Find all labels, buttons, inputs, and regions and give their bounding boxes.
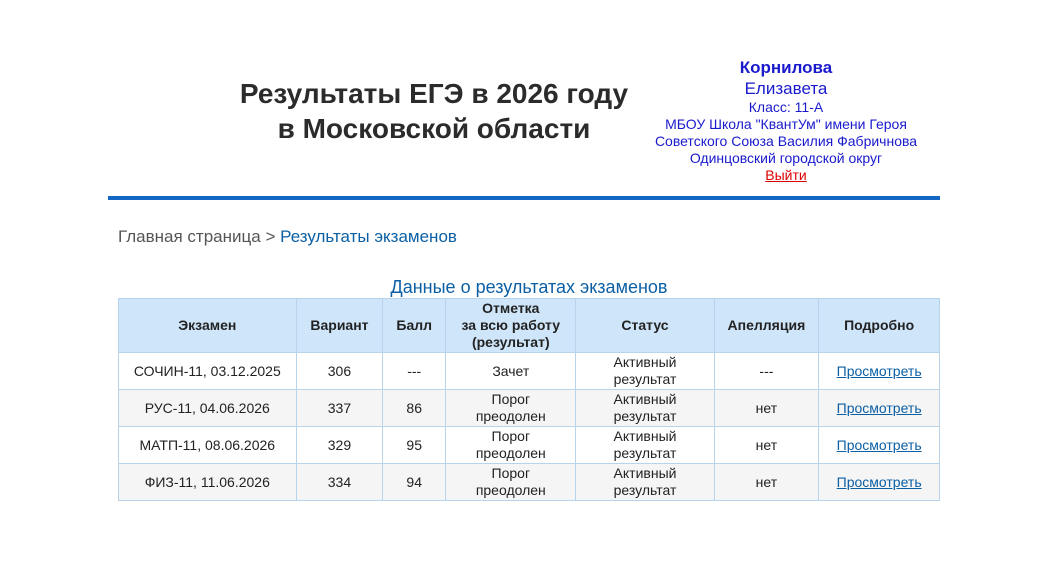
- cell-status: [576, 427, 714, 464]
- cell-mark: [446, 353, 576, 390]
- cell-status-line2: результат: [613, 408, 677, 424]
- cell-detail: [819, 464, 940, 501]
- table-row: [119, 464, 940, 501]
- user-school-line2: Советского Союза Василия Фабричнова: [654, 133, 918, 149]
- breadcrumb-separator: >: [265, 227, 276, 246]
- cell-status: [576, 464, 714, 501]
- header-detail: Подробно: [819, 299, 940, 353]
- cell-variant: 306: [296, 353, 383, 390]
- header-mark-line3: (результат): [471, 334, 550, 350]
- cell-mark-line1: Порог: [491, 465, 531, 481]
- cell-detail: [819, 427, 940, 464]
- breadcrumb-current: Результаты экзаменов: [280, 227, 457, 246]
- cell-appeal: ---: [714, 353, 819, 390]
- cell-status-line2: результат: [613, 445, 677, 461]
- cell-appeal: нет: [714, 390, 819, 427]
- table-row: [119, 353, 940, 390]
- breadcrumb: [118, 226, 457, 248]
- page-title: [204, 76, 664, 146]
- header-exam: Экзамен: [119, 299, 297, 353]
- table-row: [119, 427, 940, 464]
- cell-score: 86: [383, 390, 446, 427]
- user-district: Одинцовский городской округ: [689, 150, 883, 166]
- view-details-link[interactable]: Просмотреть: [836, 473, 922, 490]
- cell-mark-line1: Зачет: [492, 362, 530, 379]
- results-table: [118, 298, 940, 501]
- page-title-line2: в Московской области: [277, 113, 591, 144]
- table-header-row: [119, 299, 940, 353]
- header-divider: [108, 196, 940, 200]
- logout-link[interactable]: Выйти: [765, 167, 807, 183]
- cell-detail: [819, 390, 940, 427]
- cell-variant: 334: [296, 464, 383, 501]
- cell-exam: СОЧИН-11, 03.12.2025: [119, 353, 297, 390]
- cell-appeal: нет: [714, 464, 819, 501]
- cell-exam: МАТП-11, 08.06.2026: [119, 427, 297, 464]
- cell-status-line1: Активный: [613, 465, 677, 481]
- cell-status-line1: Активный: [613, 391, 677, 407]
- view-details-link[interactable]: Просмотреть: [836, 436, 922, 453]
- cell-mark-line2: преодолен: [475, 408, 546, 424]
- cell-detail: [819, 353, 940, 390]
- user-class: Класс: 11-А: [748, 99, 824, 115]
- cell-exam: РУС-11, 04.06.2026: [119, 390, 297, 427]
- header: [108, 48, 940, 196]
- cell-score: 95: [383, 427, 446, 464]
- header-mark: [446, 299, 576, 353]
- cell-score: 94: [383, 464, 446, 501]
- cell-mark-line1: Порог: [491, 391, 531, 407]
- header-variant: Вариант: [296, 299, 383, 353]
- user-school-line1: МБОУ Школа "КвантУм" имени Героя: [665, 116, 907, 132]
- header-status: Статус: [576, 299, 714, 353]
- user-info: [638, 58, 934, 185]
- cell-status-line2: результат: [613, 371, 677, 387]
- cell-mark: [446, 427, 576, 464]
- cell-status: [576, 353, 714, 390]
- breadcrumb-home-link[interactable]: Главная страница: [118, 227, 261, 246]
- cell-status-line2: результат: [613, 482, 677, 498]
- cell-mark-line2: преодолен: [475, 482, 546, 498]
- view-details-link[interactable]: Просмотреть: [836, 399, 922, 416]
- header-mark-line2: за всю работу: [461, 317, 561, 333]
- cell-appeal: нет: [714, 427, 819, 464]
- section-title: Данные о результатах экзаменов: [390, 277, 668, 297]
- cell-mark: [446, 464, 576, 501]
- header-score: Балл: [383, 299, 446, 353]
- cell-mark-line2: преодолен: [475, 445, 546, 461]
- cell-mark: [446, 390, 576, 427]
- cell-exam: ФИЗ-11, 11.06.2026: [119, 464, 297, 501]
- user-surname: Корнилова: [739, 58, 833, 77]
- page-title-line1: Результаты ЕГЭ в 2026 году: [239, 78, 629, 109]
- header-mark-line1: Отметка: [482, 300, 540, 316]
- cell-status-line1: Активный: [613, 428, 677, 444]
- user-name: Елизавета: [744, 79, 828, 98]
- cell-status-line1: Активный: [613, 354, 677, 370]
- cell-variant: 329: [296, 427, 383, 464]
- cell-mark-line1: Порог: [491, 428, 531, 444]
- cell-status: [576, 390, 714, 427]
- cell-variant: 337: [296, 390, 383, 427]
- view-details-link[interactable]: Просмотреть: [836, 362, 922, 379]
- table-row: [119, 390, 940, 427]
- cell-score: ---: [383, 353, 446, 390]
- header-appeal: Апелляция: [714, 299, 819, 353]
